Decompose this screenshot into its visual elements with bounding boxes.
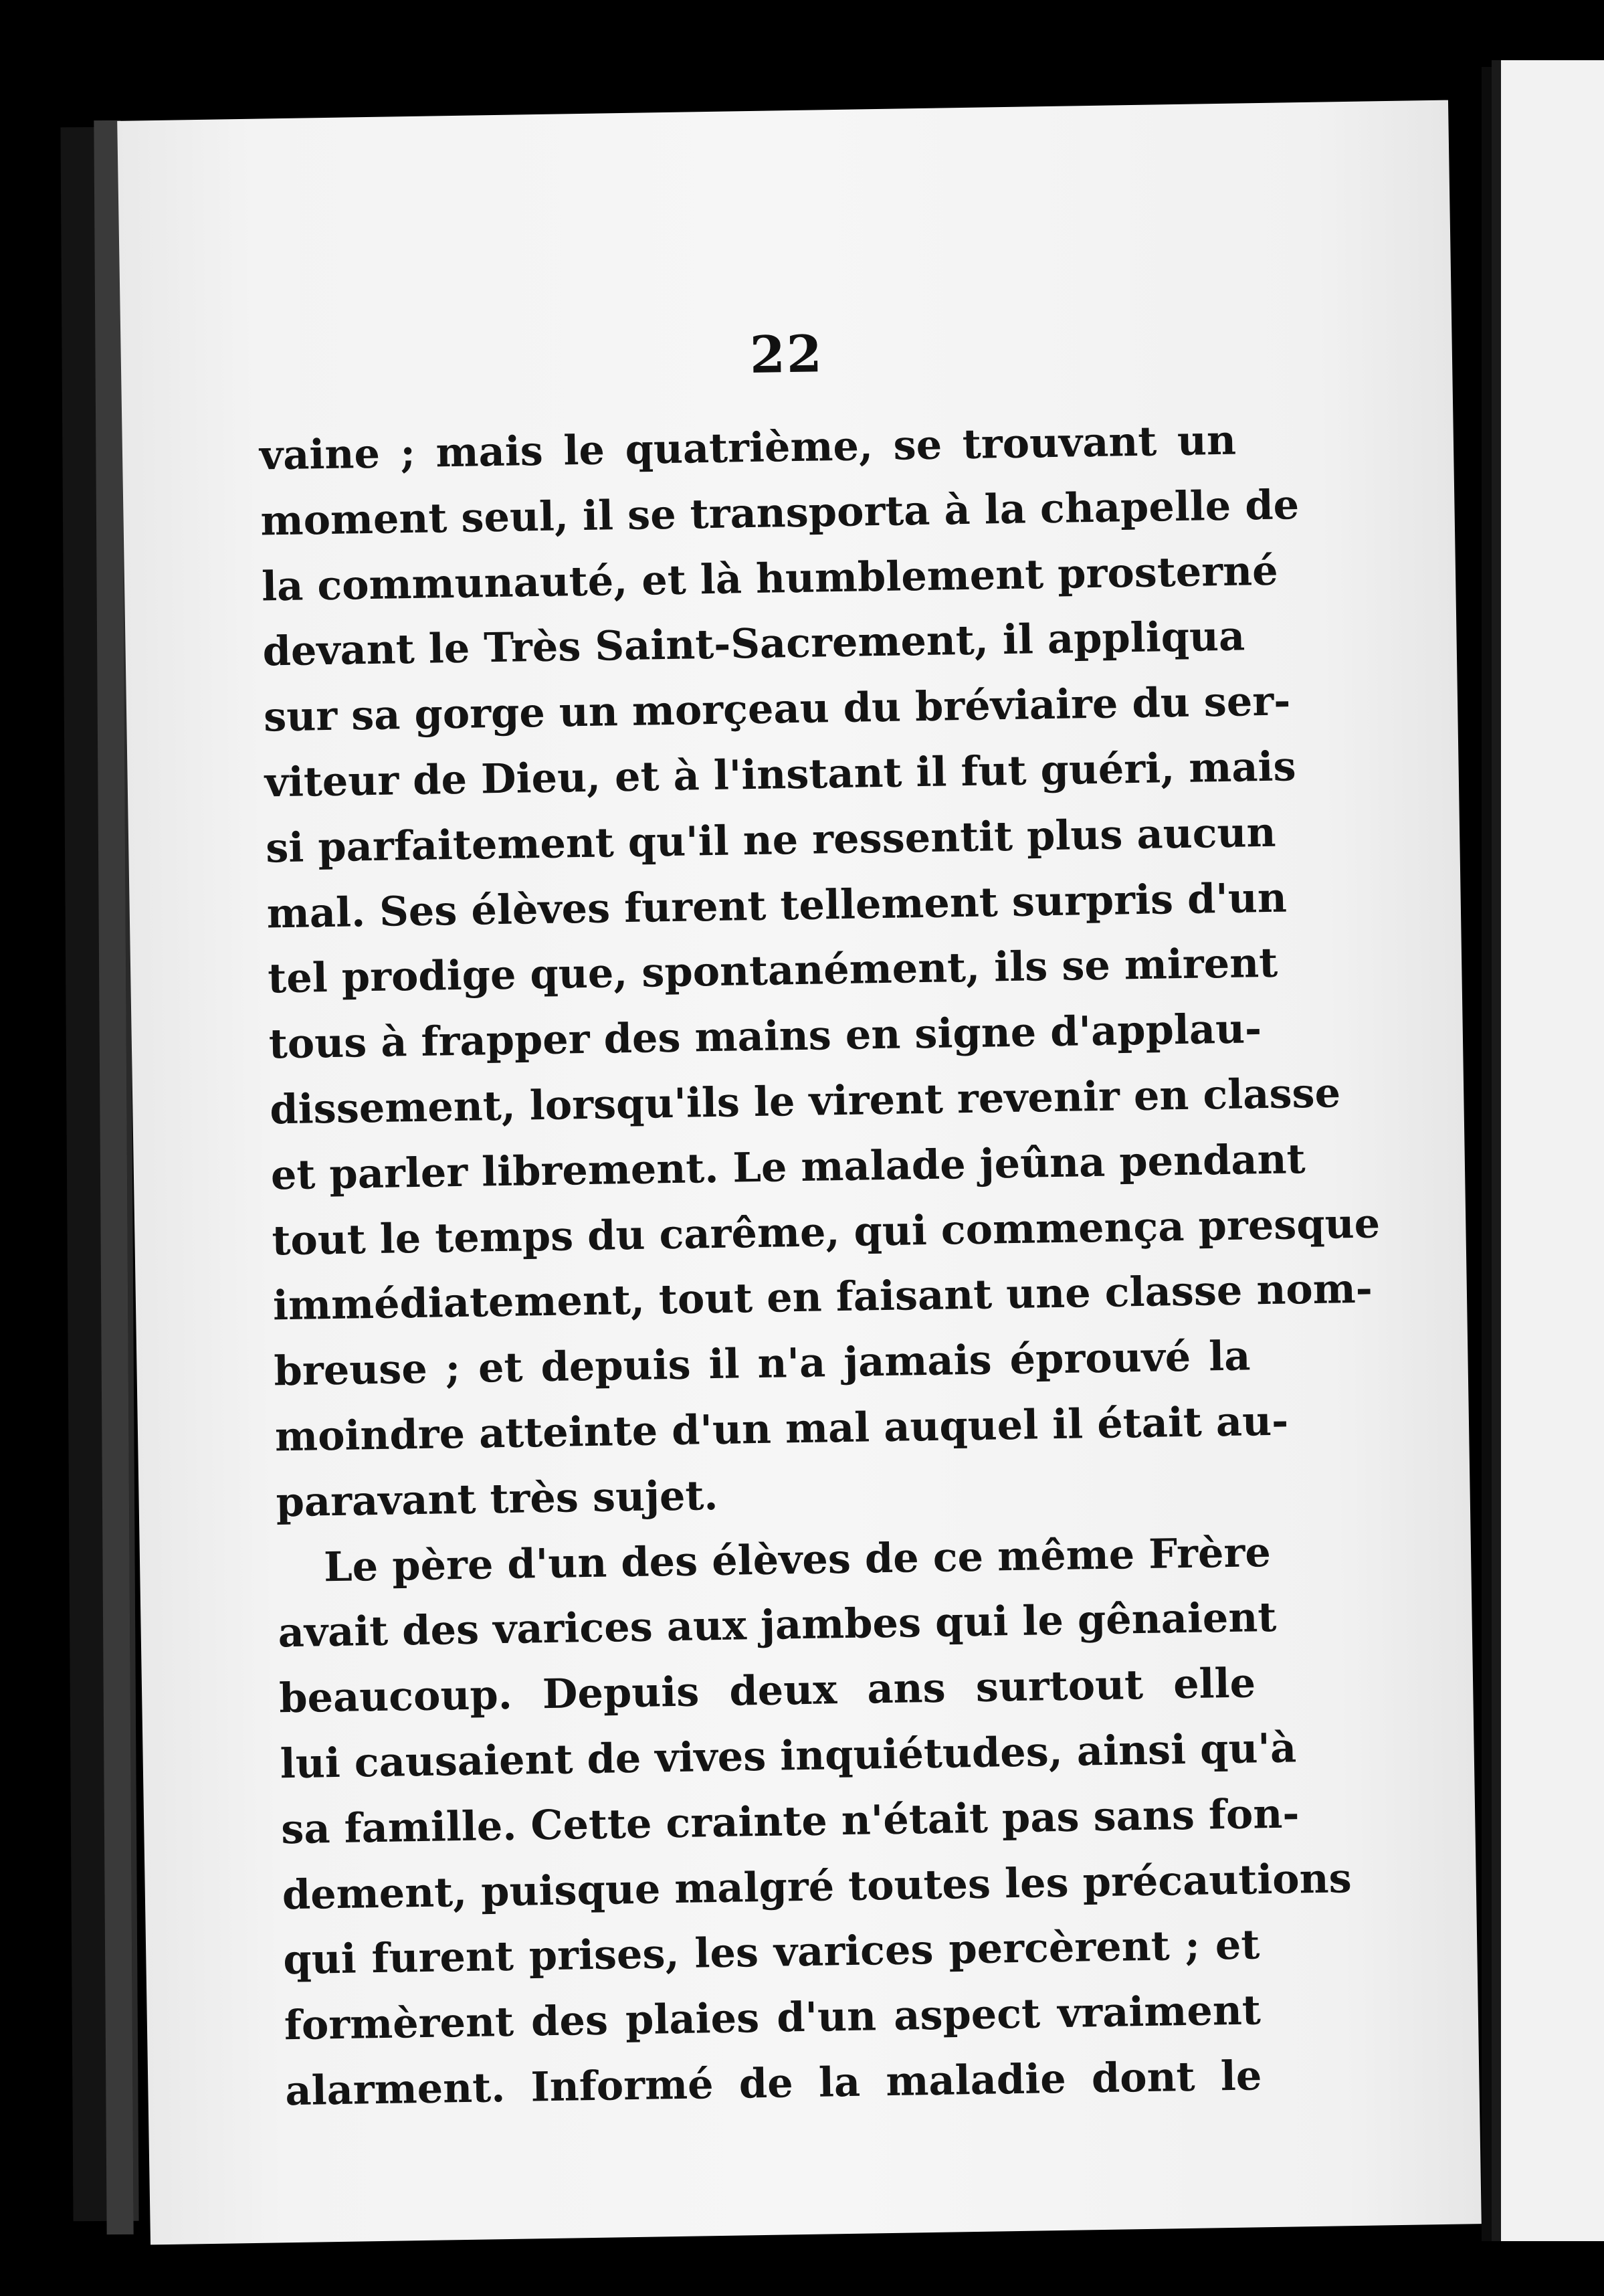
text-line: lui causaient de vives inquiétudes, ainsi qu'à [280,1724,1297,1788]
page-number: 22 [749,324,824,385]
text-line: immédiatement, tout en faisant une classe nom- [272,1264,1373,1330]
text-line: formèrent des plaies d'un aspect vraiment [284,1986,1262,2050]
text-line: breuse ; et depuis il n'a jamais éprouvé la [274,1332,1251,1396]
text-line: avait des varices aux jambes qui le gênaient [278,1594,1277,1657]
text-line: vaine ; mais le quatrième, se trouvant un [259,416,1237,480]
text-line: sur sa gorge un morçeau du bréviaire du ser- [263,677,1291,741]
text-line: viteur de Dieu, et à l'instant il fut guéri, mais [264,743,1297,807]
text-line: beaucoup. Depuis deux ans surtout elle [278,1659,1256,1723]
text-line: Le père d'un des élèves de ce même Frère [323,1528,1272,1591]
text-line: tous à frapper des mains en signe d'applau- [268,1005,1262,1068]
text-line: moindre atteinte d'un mal auquel il était au- [274,1397,1289,1461]
text-line: paravant très sujet. [276,1471,718,1527]
book-page [117,100,1482,2245]
text-line: dissement, lorsqu'ils le virent revenir en classe [269,1069,1341,1134]
text-line: et parler librement. Le malade jeûna pendant [270,1135,1306,1200]
text-line: tel prodige que, spontanément, ils se mirent [267,939,1278,1003]
facing-page-edge [1492,60,1604,2241]
text-line: dement, puisque malgré toutes les précautions [282,1854,1352,1919]
text-line: tout le temps du carême, qui commença presque [271,1199,1381,1264]
text-line: mal. Ses élèves furent tellement surpris d'un [266,874,1288,938]
text-line: qui furent prises, les varices percèrent ; et [282,1921,1260,1984]
text-line: si parfaitement qu'il ne ressentit plus aucun [265,808,1276,872]
text-line: moment seul, il se transporta à la chapelle de [260,480,1300,545]
text-line: devant le Très Saint-Sacrement, il appliqua [262,612,1245,676]
text-line: sa famille. Cette crainte n'était pas sans fon- [280,1790,1300,1854]
text-line: la communauté, et là humblement prosterné [261,547,1279,611]
text-line: alarment. Informé de la maladie dont le [284,2052,1262,2115]
page-body-text [259,408,1381,2124]
